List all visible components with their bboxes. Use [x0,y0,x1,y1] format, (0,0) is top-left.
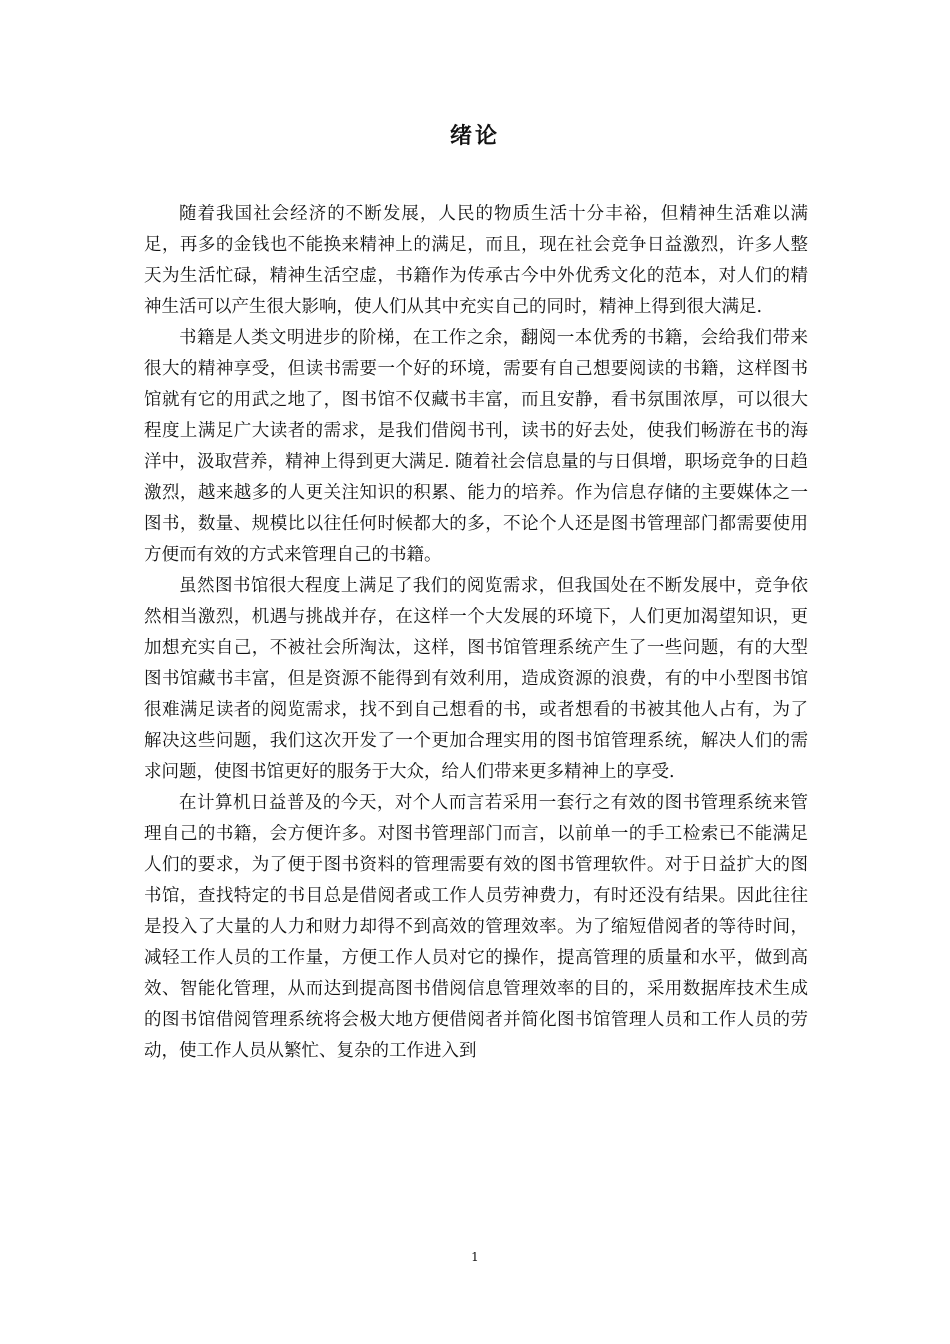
document-body [144,199,808,1067]
paragraph-4: 在计算机日益普及的今天，对个人而言若采用一套行之有效的图书管理系统来管理自己的书籍，会方便许多。对图书管理部门而言，以前单一的手工检索已不能满足人们的要求，为了便于图书资料的管理需要有效的图书管理软件。对于日益扩大的图书馆，查找特定的书目总是借阅者或工作人员劳神费力，有时还没有结果。因此往往是投入了大量的人力和财力却得不到高效的管理效率。为了缩短借阅者的等待时间，减轻工作人员的工作量，方便工作人员对它的操作，提高管理的质量和水平，做到高效、智能化管理，从而达到提高图书借阅信息管理效率的目的，采用数据库技术生成的图书馆借阅管理系统将会极大地方便借阅者并简化图书馆管理人员和工作人员的劳动，使工作人员从繁忙、复杂的工作进入到 [144,793,808,1061]
page-number: 1 [471,1250,479,1264]
document-title: 绪论 [449,124,500,149]
paragraph-1: 随着我国社会经济的不断发展，人民的物质生活十分丰裕，但精神生活难以满足，再多的金钱也不能换来精神上的满足，而且，现在社会竞争日益激烈，许多人整天为生活忙碌，精神生活空虚，书籍作为传承古今中外优秀文化的范本，对人们的精神生活可以产生很大影响，使人们从其中充实自己的同时，精神上得到很大满足. [144,204,808,317]
paragraph-3: 虽然图书馆很大程度上满足了我们的阅览需求，但我国处在不断发展中，竞争依然相当激烈，机遇与挑战并存，在这样一个大发展的环境下，人们更加渴望知识，更加想充实自己，不被社会所淘汰，这样，图书馆管理系统产生了一些问题，有的大型图书馆藏书丰富，但是资源不能得到有效利用，造成资源的浪费，有的中小型图书馆很难满足读者的阅览需求，找不到自己想看的书，或者想看的书被其他人占有，为了解决这些问题，我们这次开发了一个更加合理实用的图书馆管理系统，解决人们的需求问题，使图书馆更好的服务于大众，给人们带来更多精神上的享受. [144,576,808,782]
paragraph-2: 书籍是人类文明进步的阶梯，在工作之余，翻阅一本优秀的书籍，会给我们带来很大的精神享受，但读书需要一个好的环境，需要有自己想要阅读的书籍，这样图书馆就有它的用武之地了，图书馆不仅藏书丰富，而且安静，看书氛围浓厚，可以很大程度上满足广大读者的需求，是我们借阅书刊，读书的好去处，使我们畅游在书的海洋中，汲取营养，精神上得到更大满足. 随着社会信息量的与日俱增，职场竞争的日趋激烈，越来越多的人更关注知识的积累、能力的培养。作为信息存储的主要媒体之一图书，数量、规模比以往任何时候都大的多，不论个人还是图书管理部门都需要使用方便而有效的方式来管理自己的书籍。 [144,328,808,565]
